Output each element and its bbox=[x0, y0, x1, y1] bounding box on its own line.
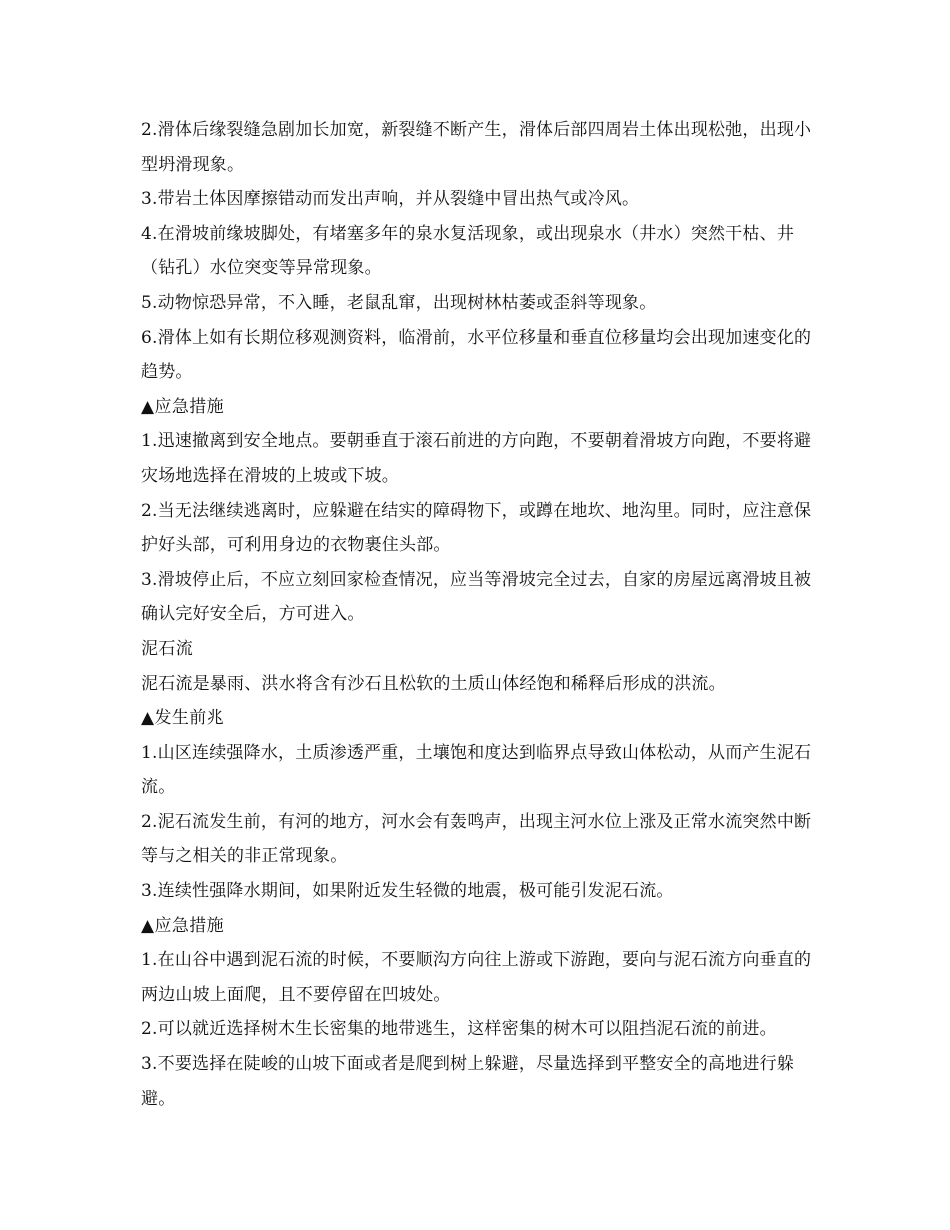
paragraph-debris-flow-definition: 泥石流是暴雨、洪水将含有沙石且松软的土质山体经饱和稀释后形成的洪流。 bbox=[141, 673, 726, 694]
paragraph-landslide-measure-3: 3.滑坡停止后，不应立刻回家检查情况，应当等滑坡完全过去，自家的房屋远离滑坡且被确认完好安全后，方可进入。 bbox=[141, 569, 812, 625]
section-title-debris-flow: 泥石流 bbox=[141, 638, 194, 659]
paragraph-landslide-precursor-2: 2.滑体后缘裂缝急剧加长加宽，新裂缝不断产生，滑体后部四周岩土体出现松弛，出现小型坍滑现象。 bbox=[141, 120, 812, 175]
document-body bbox=[141, 113, 821, 1116]
paragraph-debris-measure-1: 1.在山谷中遇到泥石流的时候，不要顺沟方向往上游或下游跑，要向与泥石流方向垂直的两边山坡上面爬，且不要停留在凹坡处。 bbox=[141, 950, 812, 1005]
paragraph-debris-measure-3: 3.不要选择在陡峻的山坡下面或者是爬到树上躲避，尽量选择到平整安全的高地进行躲避。 bbox=[141, 1054, 795, 1109]
section-heading-debris-precursors: ▲发生前兆 bbox=[141, 708, 225, 729]
paragraph-landslide-precursor-5: 5.动物惊恐异常，不入睡，老鼠乱窜，出现树林枯萎或歪斜等现象。 bbox=[141, 292, 657, 313]
paragraph-debris-precursor-2: 2.泥石流发生前，有河的地方，河水会有轰鸣声，出现主河水位上涨及正常水流突然中断等与之相关的非正常现象。 bbox=[141, 811, 812, 867]
paragraph-landslide-measure-1: 1.迅速撤离到安全地点。要朝垂直于滚石前进的方向跑，不要朝着滑坡方向跑，不要将避灾场地选择在滑坡的上坡或下坡。 bbox=[141, 431, 812, 486]
paragraph-landslide-precursor-6: 6.滑体上如有长期位移观测资料，临滑前，水平位移量和垂直位移量均会出现加速变化的趋势。 bbox=[141, 327, 812, 383]
paragraph-landslide-precursor-3: 3.带岩土体因摩擦错动而发出声响，并从裂缝中冒出热气或冷风。 bbox=[141, 189, 640, 210]
paragraph-debris-precursor-1: 1.山区连续强降水，土质渗透严重，土壤饱和度达到临界点导致山体松动，从而产生泥石流。 bbox=[141, 742, 812, 798]
paragraph-debris-precursor-3: 3.连续性强降水期间，如果附近发生轻微的地震，极可能引发泥石流。 bbox=[141, 881, 674, 902]
paragraph-landslide-precursor-4: 4.在滑坡前缘坡脚处，有堵塞多年的泉水复活现象，或出现泉水（井水）突然干枯、井（钻孔）水位突变等异常现象。 bbox=[141, 223, 795, 279]
paragraph-debris-measure-2: 2.可以就近选择树木生长密集的地带逃生，这样密集的树木可以阻挡泥石流的前进。 bbox=[141, 1019, 777, 1040]
section-heading-landslide-emergency: ▲应急措施 bbox=[141, 396, 225, 417]
paragraph-landslide-measure-2: 2.当无法继续逃离时，应躲避在结实的障碍物下，或蹲在地坎、地沟里。同时，应注意保护好头部，可利用身边的衣物裹住头部。 bbox=[141, 500, 812, 556]
section-heading-debris-emergency: ▲应急措施 bbox=[141, 915, 225, 936]
